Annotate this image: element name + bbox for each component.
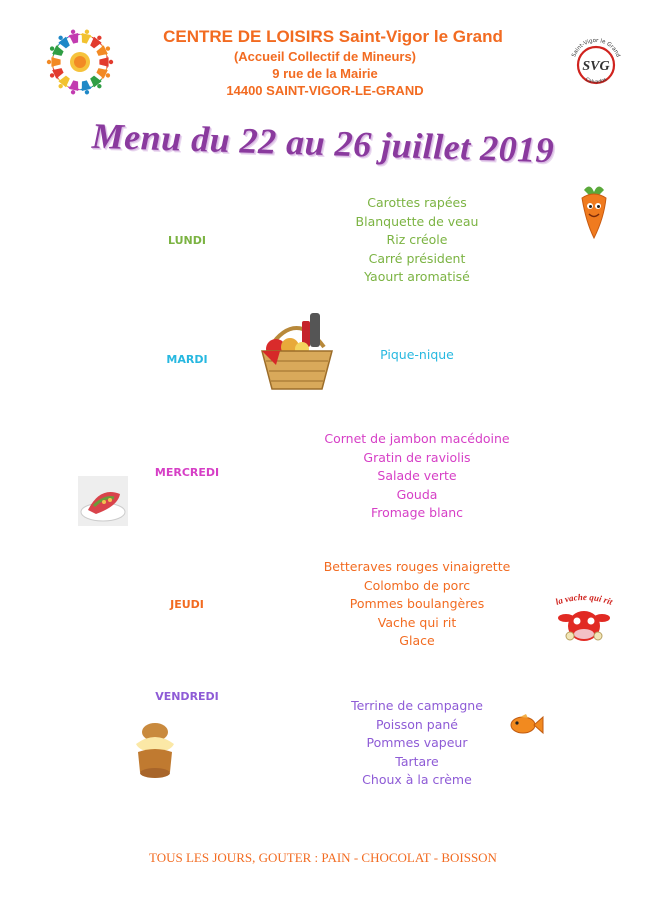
dish-list-vendredi (300, 697, 534, 790)
dish-item: Gouda (396, 486, 438, 502)
cream-puff-photo (130, 718, 180, 782)
carrot-icon (574, 182, 614, 242)
picnic-basket-icon (256, 307, 338, 393)
logo-ring-top-text: Saint-Vigor le Grand (571, 37, 621, 59)
ham-cornet-photo (78, 476, 128, 526)
child-figure (67, 80, 82, 96)
dish-item: Pique-nique (380, 347, 454, 362)
day-label-jeudi: JEUDI (170, 598, 204, 611)
child-figure (67, 28, 82, 44)
dish-list-jeudi (300, 558, 534, 651)
day-label-lundi: LUNDI (168, 234, 206, 247)
dish-item: Carré président (368, 250, 466, 266)
header-address: 9 rue de la Mairie (272, 66, 378, 81)
svg-text:la vache qui rit (554, 592, 614, 607)
page-title: Menu du 22 au 26 juillet 2019 (91, 115, 555, 171)
dish-item: Pommes boulangères (349, 596, 485, 611)
header-city: 14400 SAINT-VIGOR-LE-GRAND (226, 83, 424, 98)
day-label-mardi: MARDI (166, 353, 208, 366)
header-subtitle: (Accueil Collectif de Mineurs) (233, 49, 417, 64)
dish-item: Tartare (395, 753, 439, 769)
dish-item: Choux à la crème (362, 772, 472, 787)
day-label-mercredi: MERCREDI (154, 466, 220, 479)
dish-item: Yaourt aromatisé (364, 269, 470, 284)
dish-item: Pommes vapeur (366, 735, 468, 750)
dish-list-lundi (300, 194, 534, 287)
header-centre-name: CENTRE DE LOISIRS Saint-Vigor le Grand (163, 27, 503, 46)
dish-item: Riz créole (386, 232, 448, 247)
child-figure (79, 80, 94, 96)
child-figure (79, 28, 94, 44)
vache-qui-rit-logo (548, 592, 620, 644)
dish-list-mercredi (300, 430, 534, 523)
dish-item: Gratin de raviolis (363, 449, 471, 465)
dish-item: Vache qui rit (377, 614, 457, 630)
vache-logo-text: la vache qui rit (554, 592, 614, 607)
dish-item: Glace (399, 633, 435, 648)
fish-icon (508, 712, 544, 738)
day-label-vendredi: VENDREDI (155, 690, 219, 703)
dish-item: Fromage blanc (370, 505, 464, 520)
dish-item: Blanquette de veau (355, 213, 479, 229)
dish-item: Poisson pané (376, 716, 458, 732)
dish-item: Carottes rapées (367, 195, 467, 210)
dish-item: Cornet de jambon macédoine (324, 431, 510, 446)
footer-snack-note: TOUS LES JOURS, GOUTER : PAIN - CHOCOLAT - BOISSON (149, 850, 497, 865)
svg-town-logo (566, 34, 626, 94)
dish-item: Salade verte (377, 468, 457, 483)
child-figure (47, 56, 60, 68)
dish-item: Colombo de porc (363, 577, 471, 593)
logo-initials: SVG (582, 59, 610, 74)
dish-item: Terrine de campagne (351, 698, 483, 713)
dish-item: Betteraves rouges vinaigrette (323, 559, 511, 574)
logo-ring-bottom-text: Calvados (584, 76, 608, 86)
